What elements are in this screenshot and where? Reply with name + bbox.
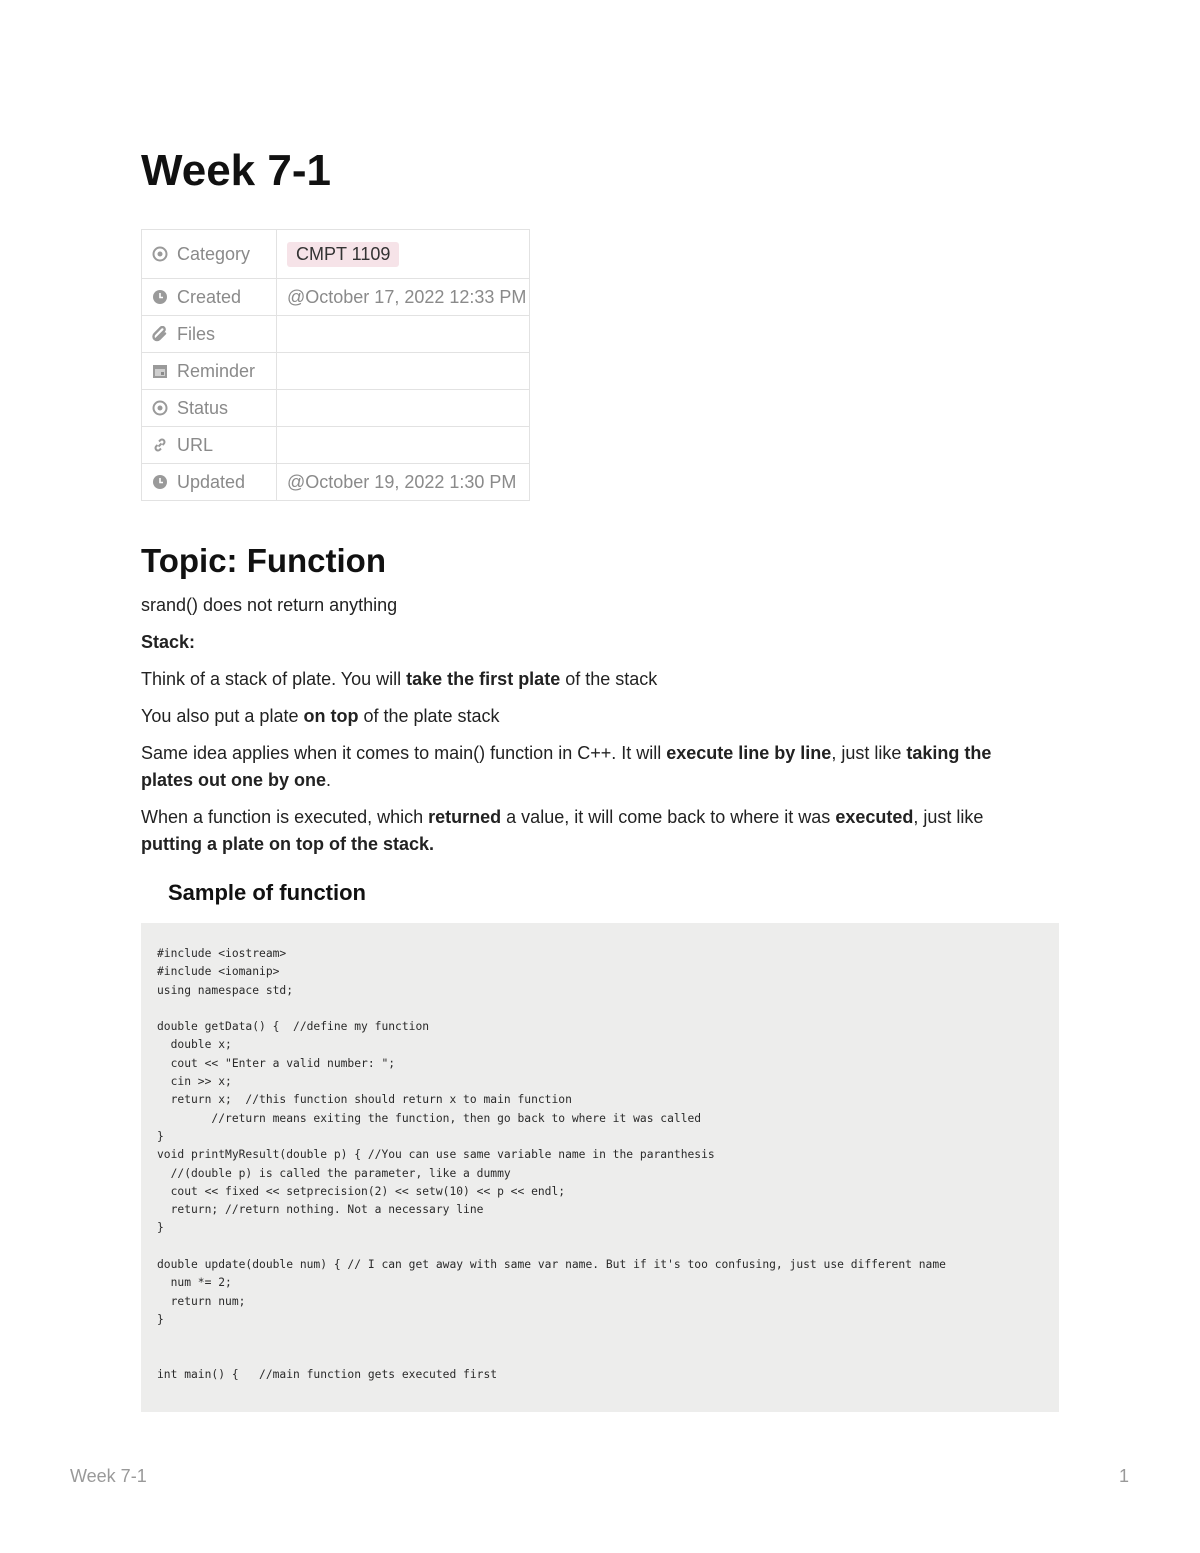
text: . [326, 770, 332, 790]
topic-body [141, 592, 1041, 868]
property-row-reminder [142, 353, 530, 390]
property-value[interactable] [277, 390, 530, 427]
property-label: Status [177, 397, 229, 418]
sample-heading: Sample of function [168, 880, 366, 905]
clock-icon [152, 289, 168, 305]
paragraph [141, 666, 1041, 693]
property-label: Updated [177, 471, 246, 492]
stack-label: Stack: [141, 632, 196, 652]
property-value[interactable] [277, 353, 530, 390]
text: Think of a stack of plate. You will [141, 669, 407, 689]
text: , just like [831, 743, 907, 763]
property-row-url [142, 427, 530, 464]
paragraph [141, 629, 1041, 656]
property-value[interactable] [277, 427, 530, 464]
property-key [142, 230, 277, 279]
property-label: URL [177, 434, 214, 455]
page-number: 1 [1118, 1466, 1129, 1486]
paperclip-icon [152, 326, 168, 342]
paragraph: srand() does not return anything [141, 595, 398, 615]
text: You also put a plate [141, 706, 304, 726]
link-icon [152, 437, 168, 453]
clock-icon [152, 474, 168, 490]
paragraph [141, 740, 1041, 794]
property-row-updated [142, 464, 530, 501]
gear-icon [152, 246, 168, 262]
property-value[interactable] [277, 316, 530, 353]
property-key [142, 464, 277, 501]
bold-text: returned [428, 807, 502, 827]
property-label: Files [177, 323, 216, 344]
paragraph [141, 804, 1041, 858]
property-row-files [142, 316, 530, 353]
footer-title: Week 7-1 [70, 1466, 147, 1486]
text: a value, it will come back to where it was [501, 807, 836, 827]
property-key [142, 390, 277, 427]
bold-text: putting a plate on top of the stack. [141, 834, 435, 854]
property-row-created [142, 279, 530, 316]
property-value[interactable]: @October 17, 2022 12:33 PM [277, 279, 530, 316]
property-key [142, 279, 277, 316]
topic-heading: Topic: Function [141, 542, 387, 579]
category-tag[interactable]: CMPT 1109 [287, 242, 399, 267]
property-value[interactable]: @October 19, 2022 1:30 PM [277, 464, 530, 501]
text: of the stack [560, 669, 658, 689]
code-block[interactable] [141, 923, 1059, 1412]
properties-table [141, 229, 530, 501]
bold-text: executed [835, 807, 914, 827]
property-row-status [142, 390, 530, 427]
calendar-icon [152, 363, 168, 379]
bold-text: on top [303, 706, 359, 726]
text: When a function is executed, which [141, 807, 429, 827]
bold-text: taking the plates out one by one [141, 743, 992, 790]
property-key [142, 427, 277, 464]
code-text: #include <iostream> #include <iomanip> using namespace std; double getData() { //define my function double x; cout << "Enter a valid number: "; cin >> x; return x; //this function should return x to main function //return means exiting the function, then go back to where it was called } void printMyResult(double p) { //You can use same variable name in the paranthesis //(double p) is called the parameter, like a dummy cout << fixed << setprecision(2) << setw(10) << p << endl; return; //return nothing. Not a necessary line } double update(double num) { // I can get away with same var name. But if it's too confusing, just use different name num *= 2; return num; } int main() { //main function gets executed first [157, 947, 946, 1381]
paragraph [141, 703, 1041, 730]
property-label: Reminder [177, 360, 256, 381]
property-label: Category [177, 243, 251, 264]
gear-icon [152, 400, 168, 416]
property-row-category [142, 230, 530, 279]
property-label: Created [177, 286, 242, 307]
bold-text: execute line by line [666, 743, 832, 763]
text: of the plate stack [358, 706, 500, 726]
property-key [142, 353, 277, 390]
property-key [142, 316, 277, 353]
text: Same idea applies when it comes to main() function in C++. It will [141, 743, 667, 763]
property-value[interactable] [277, 230, 530, 279]
bold-text: take the first plate [406, 669, 561, 689]
page-title: Week 7-1 [141, 146, 331, 195]
text: , just like [913, 807, 984, 827]
